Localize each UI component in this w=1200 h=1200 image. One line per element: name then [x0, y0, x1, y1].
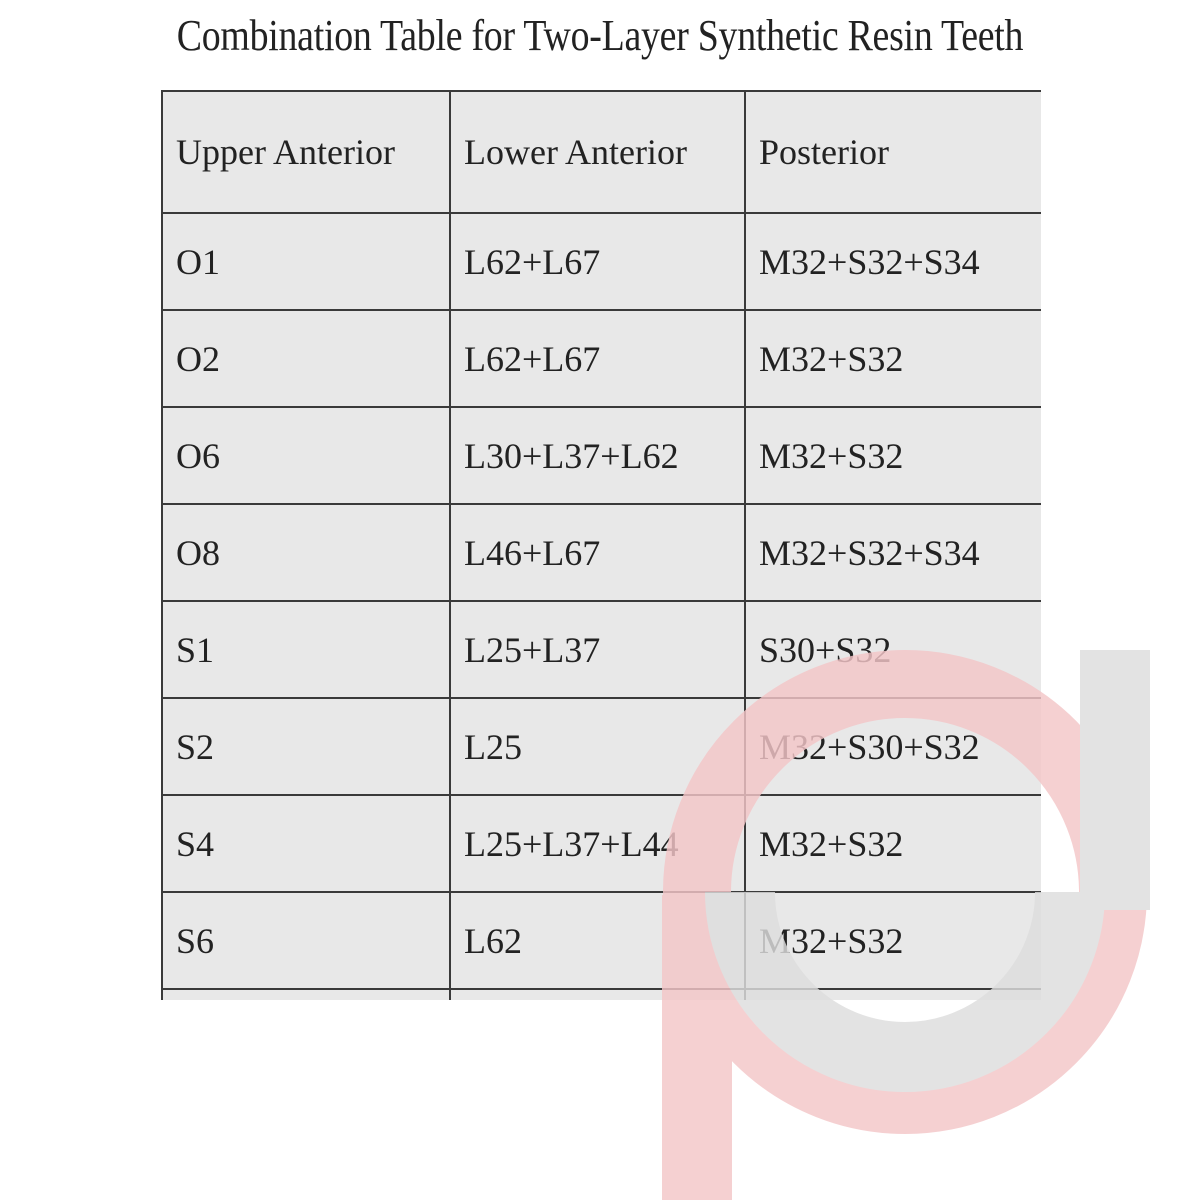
cell-empty — [162, 989, 450, 1000]
cell-empty — [745, 989, 1041, 1000]
cell-upper-anterior: S4 — [162, 795, 450, 892]
table-row — [162, 407, 1041, 504]
combination-table — [161, 90, 1041, 1000]
cell-upper-anterior: O8 — [162, 504, 450, 601]
cell-posterior: M32+S32 — [745, 407, 1041, 504]
cell-posterior: M32+S32+S34 — [745, 504, 1041, 601]
cell-lower-anterior: L62+L67 — [450, 213, 745, 310]
header-posterior: Posterior — [745, 91, 1041, 213]
cell-lower-anterior: L62 — [450, 892, 745, 989]
watermark-bar — [1080, 650, 1150, 910]
table-row — [162, 310, 1041, 407]
cell-lower-anterior: L46+L67 — [450, 504, 745, 601]
table-container — [161, 90, 1041, 1000]
cell-posterior: M32+S32 — [745, 795, 1041, 892]
cell-upper-anterior: S6 — [162, 892, 450, 989]
cell-upper-anterior: O2 — [162, 310, 450, 407]
cell-lower-anterior: L25+L37 — [450, 601, 745, 698]
cell-posterior: M32+S32+S34 — [745, 213, 1041, 310]
cell-upper-anterior: S1 — [162, 601, 450, 698]
cell-empty — [450, 989, 745, 1000]
table-row — [162, 601, 1041, 698]
cell-lower-anterior: L25 — [450, 698, 745, 795]
cell-lower-anterior: L62+L67 — [450, 310, 745, 407]
table-row-partial — [162, 989, 1041, 1000]
table-row — [162, 795, 1041, 892]
cell-posterior: M32+S32 — [745, 892, 1041, 989]
cell-posterior: M32+S32 — [745, 310, 1041, 407]
header-lower-anterior: Lower Anterior — [450, 91, 745, 213]
table-header-row — [162, 91, 1041, 213]
table-row — [162, 504, 1041, 601]
page-title: Combination Table for Two-Layer Synthetic Resin Teeth — [176, 11, 1024, 60]
table-row — [162, 698, 1041, 795]
cell-lower-anterior: L25+L37+L44 — [450, 795, 745, 892]
header-upper-anterior: Upper Anterior — [162, 91, 450, 213]
cell-upper-anterior: O1 — [162, 213, 450, 310]
cell-upper-anterior: S2 — [162, 698, 450, 795]
cell-upper-anterior: O6 — [162, 407, 450, 504]
cell-posterior: S30+S32 — [745, 601, 1041, 698]
cell-posterior: M32+S30+S32 — [745, 698, 1041, 795]
table-row — [162, 892, 1041, 989]
cell-lower-anterior: L30+L37+L62 — [450, 407, 745, 504]
table-row — [162, 213, 1041, 310]
